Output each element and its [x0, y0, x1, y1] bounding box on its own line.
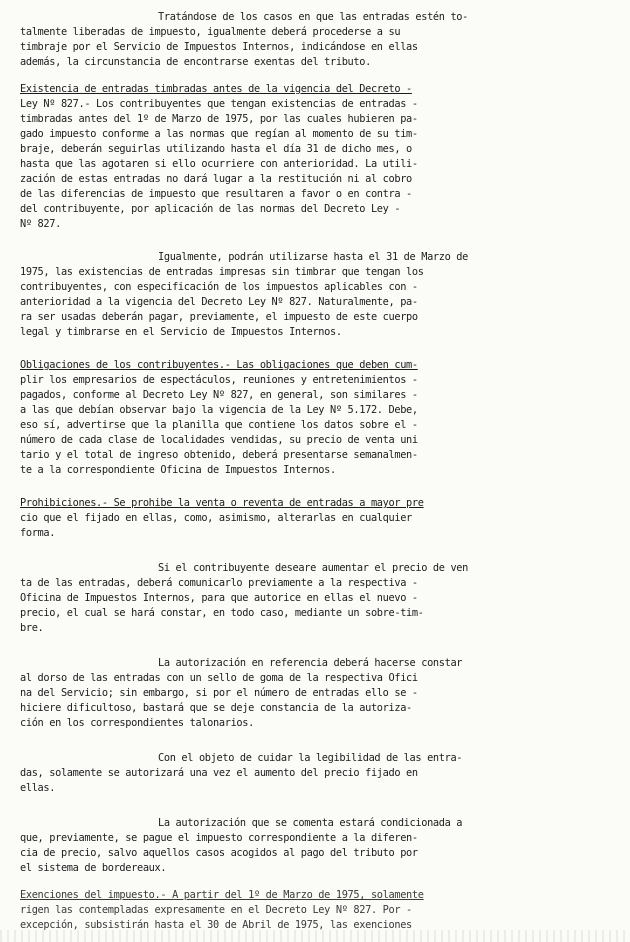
paragraph-exempt-tickets — [20, 10, 624, 70]
text-line: na del Servicio; sin embargo, si por el número de entradas ello se - — [20, 687, 418, 699]
text-line: 1975, las existencias de entradas impresas sin timbrar que tengan los — [20, 266, 424, 278]
text-line: ción en los correspondientes talonarios. — [20, 717, 254, 729]
text-line: número de cada clase de localidades vendidas, su precio de venta uni — [20, 434, 418, 446]
paragraph-existing-stamped-tickets — [20, 82, 624, 232]
text-line: hasta que las agotaren si ello ocurriere con anterioridad. La utili- — [20, 158, 418, 170]
text-line: gado impuesto conforme a las normas que regían al momento de su tim- — [20, 128, 418, 140]
paragraph-price-increase — [20, 561, 624, 636]
text-line: Igualmente, podrán utilizarse hasta el 31 de Marzo de — [158, 251, 469, 263]
text-line: excepción, subsistirán hasta el 30 de Abril de 1975, las exenciones — [20, 919, 412, 931]
text-line: Ley Nº 827.- Los contribuyentes que tengan existencias de entradas - — [20, 98, 418, 110]
text-line: a las que debían observar bajo la vigencia de la Ley Nº 5.172. Debe, — [20, 404, 418, 416]
text-line: al dorso de las entradas con un sello de goma de la respectiva Ofici — [20, 672, 418, 684]
text-line: cio que el fijado en ellas, como, asimismo, alterarlas en cualquier — [20, 512, 412, 524]
text-line: La autorización en referencia deberá hacerse constar — [158, 657, 463, 669]
text-line: bre. — [20, 622, 44, 634]
text-line: pagados, conforme al Decreto Ley Nº 827, en general, son similares - — [20, 389, 418, 401]
paragraph-authorization-condition — [20, 816, 624, 876]
paragraph-unstamped-tickets — [20, 250, 624, 340]
text-line: de las diferencias de impuesto que resultaren a favor o en contra - — [20, 188, 412, 200]
text-line: das, solamente se autorizará una vez el aumento del precio fijado en — [20, 767, 418, 779]
text-line: precio, el cual se hará constar, en todo caso, mediante un sobre-tim- — [20, 607, 424, 619]
paragraph-taxpayer-obligations — [20, 358, 624, 478]
paragraph-tax-exemptions — [20, 888, 624, 933]
section-heading-line: Existencia de entradas timbradas antes de la vigencia del Decreto - — [20, 83, 412, 95]
text-line: tario y el total de ingreso obtenido, deberá presentarse semanalmen- — [20, 449, 418, 461]
text-line: contribuyentes, con especificación de los impuestos aplicables con - — [20, 281, 418, 293]
section-heading-line: Obligaciones de los contribuyentes.- Las obligaciones que deben cum- — [20, 359, 418, 371]
text-line: Tratándose de los casos en que las entradas estén to- — [158, 11, 469, 23]
scan-edge — [0, 930, 630, 942]
text-line: hiciere dificultoso, bastará que se deje constancia de la autoriza- — [20, 702, 412, 714]
text-line: cia de precio, salvo aquellos casos acogidos al pago del tributo por — [20, 847, 418, 859]
paragraph-legibility — [20, 751, 624, 796]
text-line: plir los empresarios de espectáculos, reuniones y entretenimientos - — [20, 374, 418, 386]
paragraph-prohibitions — [20, 496, 624, 541]
text-line: ta de las entradas, deberá comunicarlo previamente a la respectiva - — [20, 577, 418, 589]
text-line: te a la correspondiente Oficina de Impuestos Internos. — [20, 464, 336, 476]
text-line: el sistema de bordereaux. — [20, 862, 167, 874]
section-heading-line: Exenciones del impuesto.- A partir del 1º de Marzo de 1975, solamente — [20, 889, 424, 901]
text-line: legal y timbrarse en el Servicio de Impuestos Internos. — [20, 326, 342, 338]
text-line: zación de estas entradas no dará lugar a la restitución ni al cobro — [20, 173, 412, 185]
text-line: Si el contribuyente deseare aumentar el precio de ven — [158, 562, 469, 574]
text-line: Con el objeto de cuidar la legibilidad de las entra- — [158, 752, 463, 764]
text-line: rigen las contempladas expresamente en el Decreto Ley Nº 827. Por - — [20, 904, 412, 916]
text-line: talmente liberadas de impuesto, igualmente deberá procederse a su — [20, 26, 401, 38]
section-heading-line: Prohibiciones.- Se prohibe la venta o reventa de entradas a mayor pre — [20, 497, 424, 509]
text-line: eso sí, advertirse que la planilla que contiene los datos sobre el - — [20, 419, 418, 431]
text-line: anterioridad a la vigencia del Decreto Ley Nº 827. Naturalmente, pa- — [20, 296, 418, 308]
text-line: timbraje por el Servicio de Impuestos Internos, indicándose en ellas — [20, 41, 418, 53]
text-line: del contribuyente, por aplicación de las normas del Decreto Ley - — [20, 203, 401, 215]
text-line: braje, deberán seguirlas utilizando hasta el día 31 de dicho mes, o — [20, 143, 412, 155]
text-line: forma. — [20, 527, 56, 539]
text-line: además, la circunstancia de encontrarse exentas del tributo. — [20, 56, 371, 68]
paragraph-authorization-stamp — [20, 656, 624, 731]
text-line: ellas. — [20, 782, 56, 794]
text-line: que, previamente, se pague el impuesto correspondiente a la diferen- — [20, 832, 418, 844]
text-line: Oficina de Impuestos Internos, para que autorice en ellas el nuevo - — [20, 592, 418, 604]
text-line: Nº 827. — [20, 218, 61, 230]
text-line: timbradas antes del 1º de Marzo de 1975, por las cuales hubieren pa- — [20, 113, 418, 125]
text-line: ra ser usadas deberán pagar, previamente, el impuesto de este cuerpo — [20, 311, 418, 323]
text-line: La autorización que se comenta estará condicionada a — [158, 817, 463, 829]
